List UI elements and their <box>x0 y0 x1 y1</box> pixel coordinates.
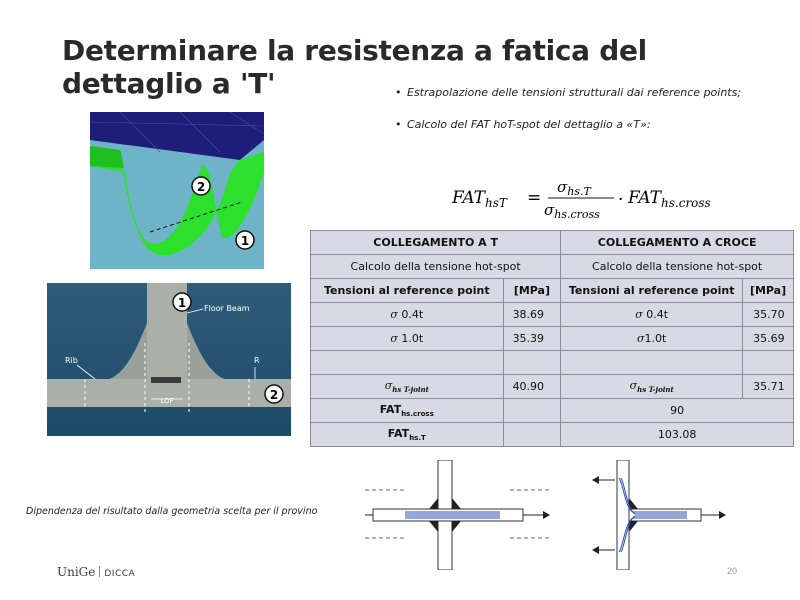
svg-text:FAThsT <box>452 188 508 210</box>
col-unit-t: [MPa] <box>503 279 561 303</box>
col-unit-cross: [MPa] <box>743 279 794 303</box>
fat-t-value: 103.08 <box>561 423 794 447</box>
formula-equals: = <box>527 188 542 208</box>
department-name: DICCA <box>104 569 136 579</box>
subheader-cross: Calcolo della tensione hot-spot <box>561 255 794 279</box>
table-row <box>311 375 794 399</box>
brand-name: UniGe <box>57 565 96 579</box>
formula-rhs-sub: hs.cross <box>661 196 711 210</box>
empty-cell <box>503 351 561 375</box>
empty-cell <box>503 399 561 423</box>
slide-title: Determinare la resistenza a fatica del dettaglio a 'T' <box>62 34 647 100</box>
footer-logo <box>57 565 135 579</box>
weld-section-image <box>47 283 291 436</box>
empty-cell <box>311 351 504 375</box>
section-marker-1: 1 <box>177 296 187 310</box>
fat-formula <box>452 176 732 220</box>
sigma-10t-value-cross: 35.69 <box>743 327 794 351</box>
formula-num-sub: hs.T <box>567 185 591 198</box>
table-row <box>311 255 794 279</box>
cross-joint-diagram <box>365 460 550 570</box>
col-label-cross: Tensioni al reference point <box>561 279 743 303</box>
formula-rhs: FAT <box>628 188 662 208</box>
sigma-10t-value-t: 35.39 <box>503 327 561 351</box>
figure-caption: Dipendenza del risultato dalla geometria scelta per il provino <box>26 506 318 517</box>
sigma-04t-value-cross: 35.70 <box>743 303 794 327</box>
empty-cell <box>743 351 794 375</box>
label-lof: LOF <box>160 397 174 405</box>
table-row <box>311 327 794 351</box>
empty-cell <box>561 351 743 375</box>
sigma-04t-value-t: 38.69 <box>503 303 561 327</box>
sigma-04t-label-t: σ 0.4t <box>311 303 504 327</box>
sigma-hs-value-cross: 35.71 <box>743 375 794 399</box>
formula-den: σ <box>544 201 555 219</box>
formula-lhs: FAT <box>452 188 486 208</box>
label-floor-beam: Floor Beam <box>204 304 250 313</box>
sigma-hs-value-t: 40.90 <box>503 375 561 399</box>
formula-lhs-sub: hsT <box>485 196 507 210</box>
svg-text:FAThs.cross <box>627 188 711 210</box>
sigma-hs-label-cross: $\sigma_{hs T-joint}$ <box>561 375 743 399</box>
fat-cross-value: 90 <box>561 399 794 423</box>
table-row <box>311 423 794 447</box>
formula-dot: · <box>618 190 624 210</box>
table-row <box>311 279 794 303</box>
formula-den-sub: hs.cross <box>554 208 600 220</box>
weld-render-image <box>90 112 264 269</box>
header-t-joint: COLLEGAMENTO A T <box>311 231 561 255</box>
marker-1: 1 <box>240 234 250 248</box>
fat-table <box>310 230 794 447</box>
sigma-10t-label-t: σ 1.0t <box>311 327 504 351</box>
header-cross-joint: COLLEGAMENTO A CROCE <box>561 231 794 255</box>
sigma-hs-label-t: $\sigma_{hs T-joint}$ <box>311 375 504 399</box>
marker-2: 2 <box>196 180 206 194</box>
sigma-10t-label-cross: σ1.0t <box>561 327 743 351</box>
empty-cell <box>503 423 561 447</box>
svg-text:σhs.cross <box>544 201 600 220</box>
table-row <box>311 303 794 327</box>
svg-text:σhs.T <box>557 178 592 198</box>
bullet-list <box>393 86 793 150</box>
bullet-item: • Estrapolazione delle tensioni strutturali dai reference points; <box>393 86 793 99</box>
logo-divider <box>99 566 100 577</box>
fat-cross-label: $FAT_{hs.cross}$ <box>311 399 504 423</box>
col-label-t: Tensioni al reference point <box>311 279 504 303</box>
table-row <box>311 399 794 423</box>
table-row-empty <box>311 351 794 375</box>
subheader-t: Calcolo della tensione hot-spot <box>311 255 561 279</box>
fat-t-label: $FAT_{hs.T}$ <box>311 423 504 447</box>
bullet-item: • Calcolo del FAT hoT-spot del dettaglio a «T»: <box>393 118 793 131</box>
label-rib: Rib <box>65 356 78 365</box>
table-row <box>311 231 794 255</box>
sigma-04t-label-cross: σ 0.4t <box>561 303 743 327</box>
t-joint-diagram <box>587 460 727 570</box>
formula-num: σ <box>557 178 568 196</box>
section-marker-2: 2 <box>269 388 279 402</box>
label-r: R <box>254 356 260 365</box>
page-number: 20 <box>727 566 738 576</box>
